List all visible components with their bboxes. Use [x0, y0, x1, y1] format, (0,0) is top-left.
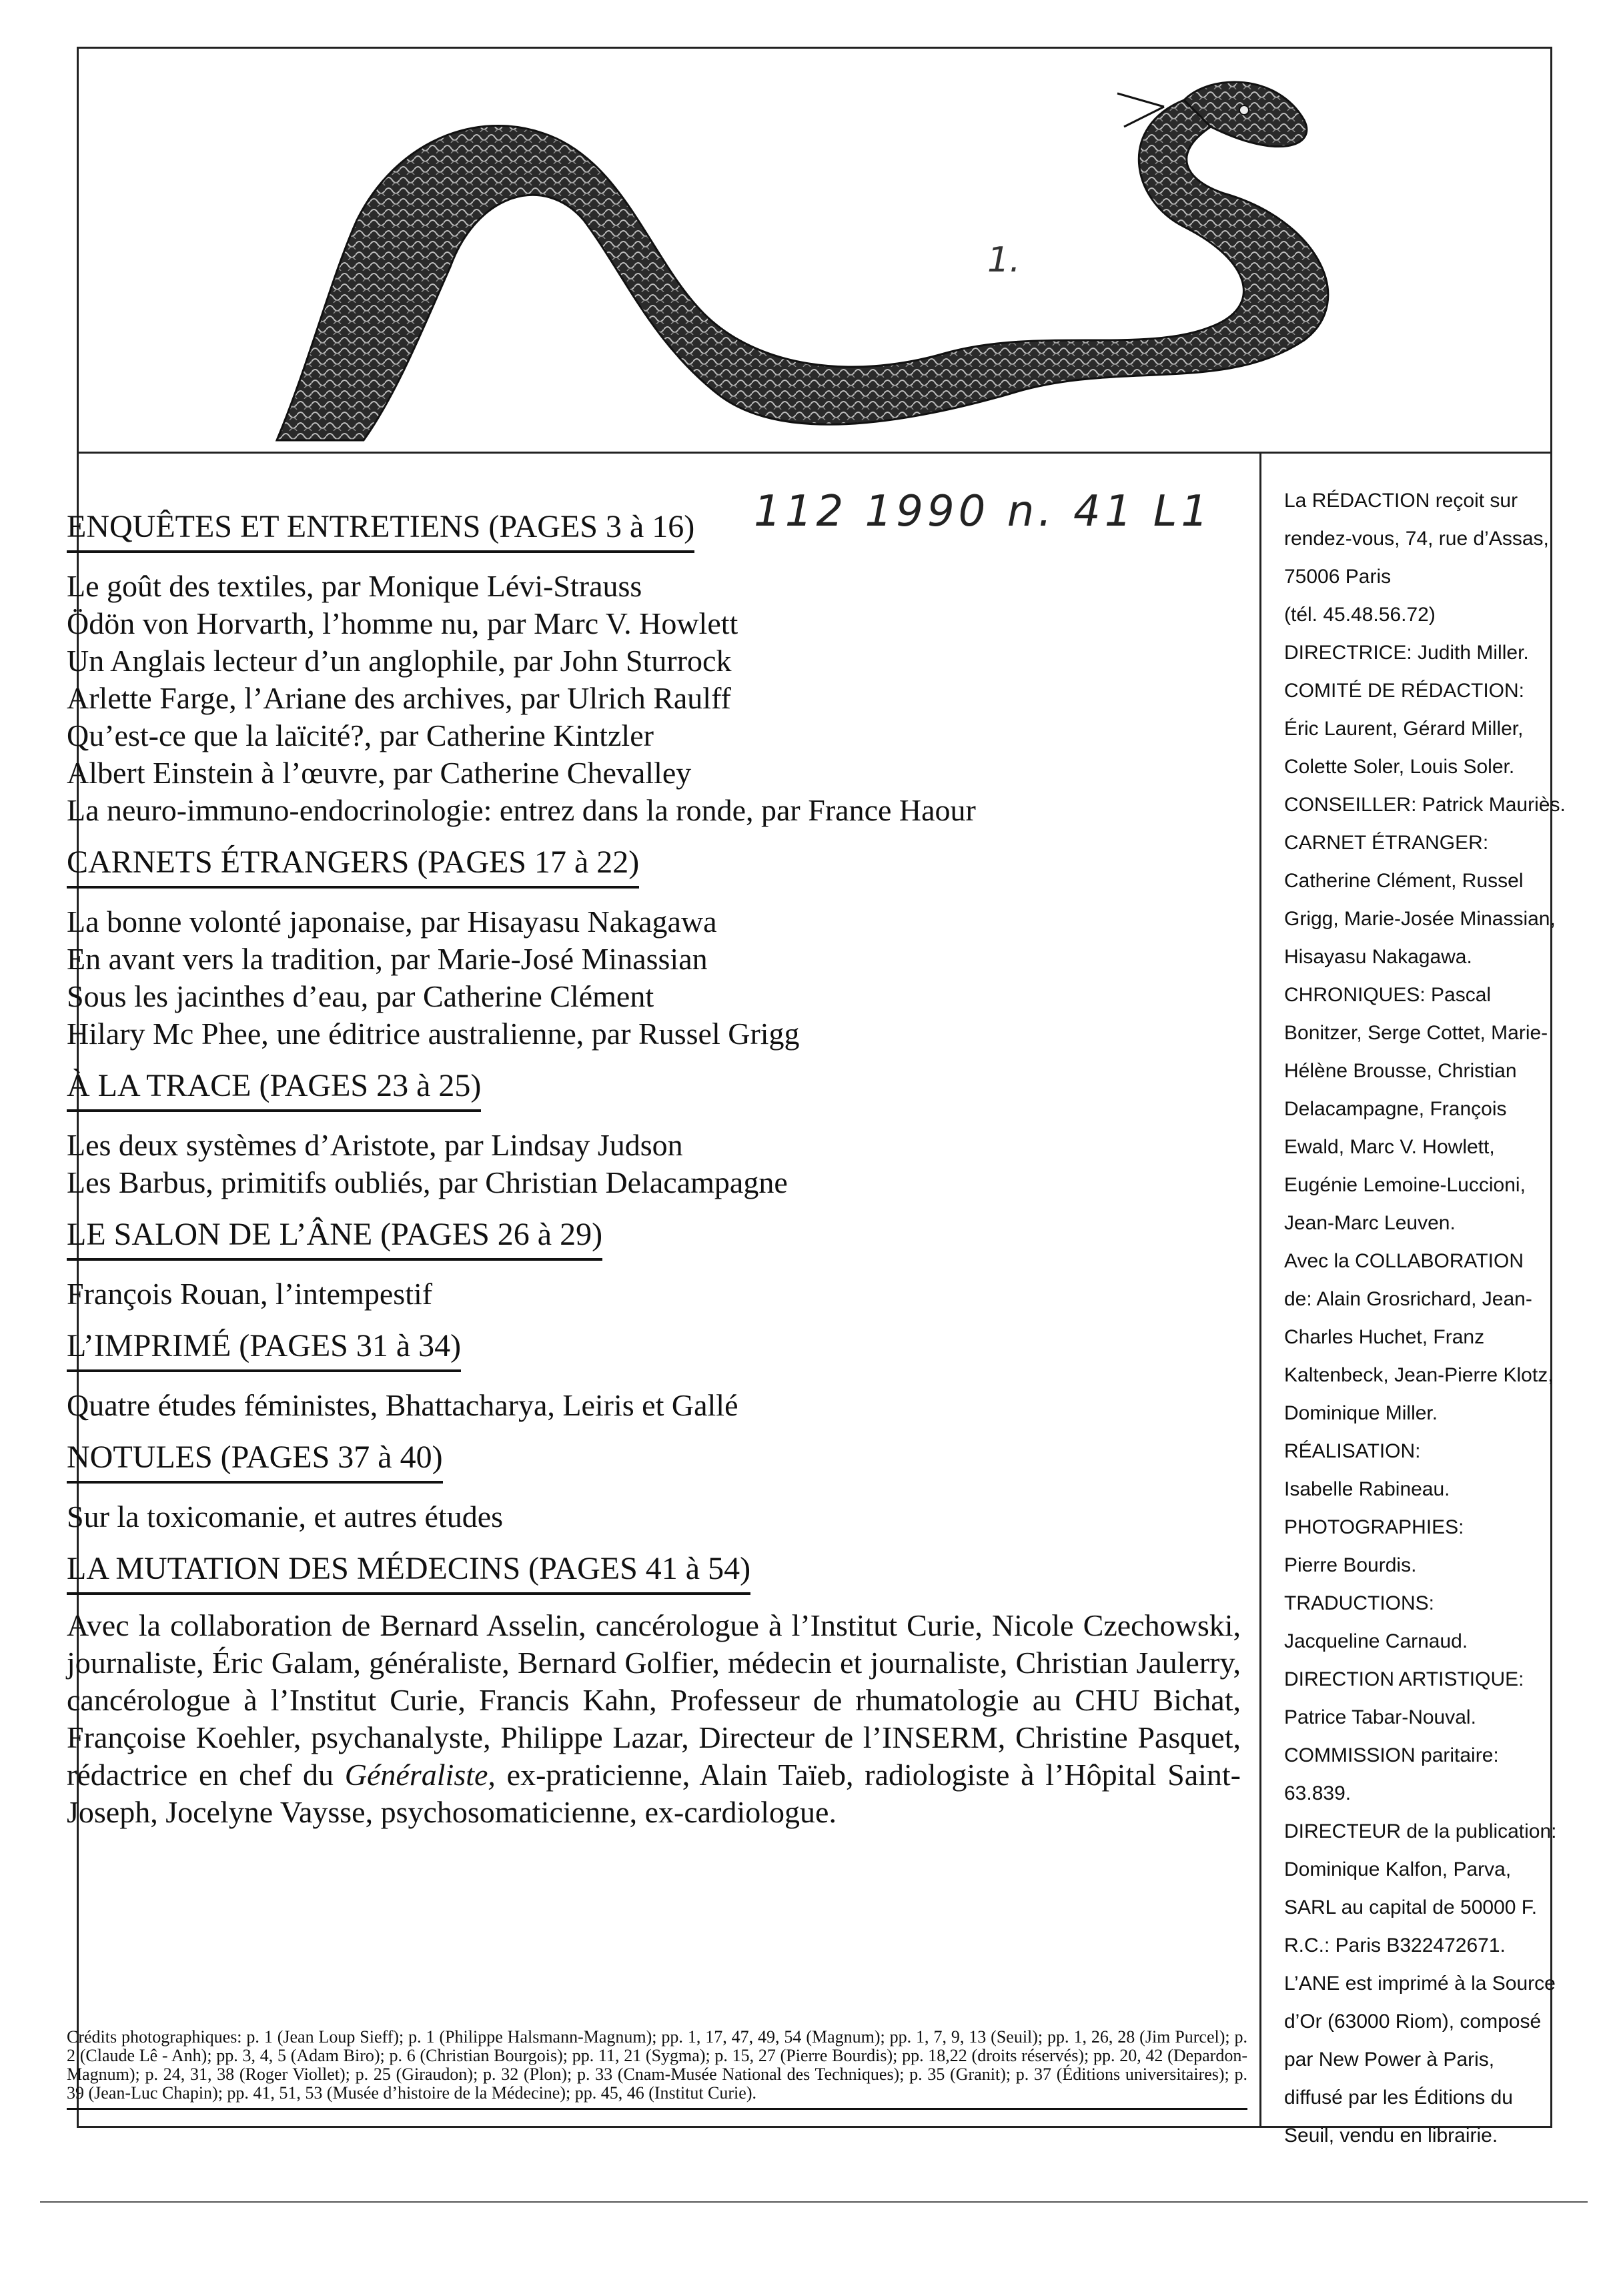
toc-entry: Sous les jacinthes d’eau, par Catherine Clément — [67, 979, 654, 1013]
section-title: CARNETS ÉTRANGERS (PAGES 17 à 22) — [67, 844, 639, 889]
masthead-line: Jean-Marc Leuven. — [1284, 1212, 1456, 1234]
toc-entry: Qu’est-ce que la laïcité?, par Catherine Kintzler — [67, 718, 654, 752]
toc-entry: Hilary Mc Phee, une éditrice australienne, par Russel Grigg — [67, 1017, 800, 1051]
masthead-line: Hélène Brousse, Christian — [1284, 1060, 1517, 1082]
masthead-line: CONSEILLER: Patrick Mauriès. — [1284, 794, 1566, 816]
masthead-line: Isabelle Rabineau. — [1284, 1478, 1450, 1500]
masthead-line: d’Or (63000 Riom), composé — [1284, 2011, 1542, 2033]
toc-entry: François Rouan, l’intempestif — [67, 1277, 433, 1311]
toc-entry: Ödön von Horvarth, l’homme nu, par Marc V. Howlett — [67, 606, 738, 640]
masthead-line: 75006 Paris — [1284, 566, 1392, 588]
masthead-line: TRADUCTIONS: — [1284, 1592, 1434, 1614]
masthead-line: diffusé par les Éditions du — [1284, 2087, 1513, 2109]
bottom-rule — [40, 2201, 1588, 2203]
masthead-line: Charles Huchet, Franz — [1284, 1326, 1485, 1348]
masthead-line: Pierre Bourdis. — [1284, 1554, 1417, 1576]
masthead-line: Dominique Miller. — [1284, 1402, 1438, 1424]
toc-entry: Le goût des textiles, par Monique Lévi-Strauss — [67, 569, 642, 603]
collaboration-paragraph: Avec la collaboration de Bernard Asselin, cancérologue à l’Institut Curie, Nicole Czechowski, journaliste, Éric Galam, généraliste, Bernard Golfier, médecin et journaliste, Christian Jaulerry, cancérologue à l’Institut Curie, Francis Kahn, Professeur de rhumatologie au CHU Bichat, Françoise Koehler, psychanalyste, Philippe Lazar, Directeur de l’INSERM, Christine Pasquet, rédactrice en chef du Généraliste, ex-praticienne, Alain Taïeb, radiologiste à l’Hôpital Saint-Joseph, Jocelyne Vaysse, psychosomaticienne, ex-cardiologue. — [67, 1608, 1241, 1829]
masthead-line: 63.839. — [1284, 1782, 1352, 1804]
masthead-line: DIRECTEUR de la publication: — [1284, 1820, 1557, 1842]
toc-entry: Sur la toxicomanie, et autres études — [67, 1500, 504, 1534]
masthead-line: Patrice Tabar-Nouval. — [1284, 1706, 1476, 1728]
toc-entry: Les Barbus, primitifs oubliés, par Christian Delacampagne — [67, 1165, 788, 1199]
toc-entry: Les deux systèmes d’Aristote, par Lindsay Judson — [67, 1128, 683, 1162]
masthead-line: Eugénie Lemoine-Luccioni, — [1284, 1174, 1526, 1196]
masthead-line: Éric Laurent, Gérard Miller, — [1284, 718, 1524, 740]
snake-drawing — [77, 47, 1552, 454]
section-title: À LA TRACE (PAGES 23 à 25) — [67, 1067, 481, 1112]
masthead-line: COMITÉ DE RÉDACTION: — [1284, 680, 1525, 702]
masthead-line: (tél. 45.48.56.72) — [1284, 604, 1436, 626]
masthead-line: CHRONIQUES: Pascal — [1284, 984, 1492, 1006]
masthead-line: Dominique Kalfon, Parva, — [1284, 1858, 1512, 1880]
section-title: LE SALON DE L’ÂNE (PAGES 26 à 29) — [67, 1216, 602, 1261]
masthead-line: Colette Soler, Louis Soler. — [1284, 756, 1515, 778]
masthead-line: PHOTOGRAPHIES: — [1284, 1516, 1464, 1538]
toc-section — [67, 1053, 1254, 1201]
masthead-line: de: Alain Grosrichard, Jean- — [1284, 1288, 1532, 1310]
masthead-line: COMMISSION paritaire: — [1284, 1744, 1499, 1766]
toc-entry: Albert Einstein à l’œuvre, par Catherine Chevalley — [67, 756, 692, 790]
masthead-line: par New Power à Paris, — [1284, 2049, 1495, 2071]
section-title: NOTULES (PAGES 37 à 40) — [67, 1439, 443, 1484]
handwritten-reference: 112 1990 n. 41 L1 — [754, 487, 1213, 536]
toc-section — [67, 1313, 1254, 1424]
snake-illustration — [77, 47, 1552, 454]
masthead-line: SARL au capital de 50000 F. — [1284, 1896, 1538, 1918]
masthead-line: Seuil, vendu en librairie. — [1284, 2125, 1498, 2147]
masthead-line: Grigg, Marie-Josée Minassian, — [1284, 908, 1556, 930]
masthead-line: L’ANE est imprimé à la Source — [1284, 1972, 1556, 1994]
masthead-line: Jacqueline Carnaud. — [1284, 1630, 1468, 1652]
section-title: L’IMPRIMÉ (PAGES 31 à 34) — [67, 1327, 461, 1372]
masthead-line: RÉALISATION: — [1284, 1440, 1421, 1462]
masthead-line: DIRECTRICE: Judith Miller. — [1284, 642, 1529, 664]
section-title: ENQUÊTES ET ENTRETIENS (PAGES 3 à 16) — [67, 508, 694, 553]
sidebar-divider — [1259, 454, 1261, 2128]
masthead-line: La RÉDACTION reçoit sur — [1284, 490, 1518, 512]
masthead-line: Kaltenbeck, Jean-Pierre Klotz, — [1284, 1364, 1554, 1386]
handwritten-page-number: 1. — [987, 240, 1021, 280]
masthead-line: DIRECTION ARTISTIQUE: — [1284, 1668, 1524, 1690]
masthead-line: Delacampagne, François — [1284, 1098, 1507, 1120]
masthead-line: Bonitzer, Serge Cottet, Marie- — [1284, 1022, 1548, 1044]
masthead-sidebar — [1284, 482, 1566, 2155]
masthead-line: Avec la COLLABORATION — [1284, 1250, 1524, 1272]
toc-section — [67, 1201, 1254, 1313]
section-title: LA MUTATION DES MÉDECINS (PAGES 41 à 54) — [67, 1550, 750, 1595]
masthead-line: Ewald, Marc V. Howlett, — [1284, 1136, 1495, 1158]
masthead-line: CARNET ÉTRANGER: — [1284, 832, 1489, 854]
toc-entry: Un Anglais lecteur d’un anglophile, par John Sturrock — [67, 644, 732, 678]
toc-entry: Arlette Farge, l’Ariane des archives, par Ulrich Raulff — [67, 681, 731, 715]
toc-entry: La bonne volonté japonaise, par Hisayasu Nakagawa — [67, 905, 717, 939]
toc-section — [67, 494, 1254, 829]
table-of-contents — [67, 494, 1254, 1831]
masthead-line: rendez-vous, 74, rue d’Assas, — [1284, 528, 1549, 550]
toc-section — [67, 829, 1254, 1053]
toc-entry: La neuro-immuno-endocrinologie: entrez dans la ronde, par France Haour — [67, 793, 976, 827]
masthead-line: R.C.: Paris B322472671. — [1284, 1934, 1506, 1956]
toc-entry: Quatre études féministes, Bhattacharya, Leiris et Gallé — [67, 1388, 738, 1422]
toc-entry: En avant vers la tradition, par Marie-José Minassian — [67, 942, 708, 976]
masthead-line: Hisayasu Nakagawa. — [1284, 946, 1472, 968]
toc-section — [67, 1536, 1254, 1831]
masthead-line: Catherine Clément, Russel — [1284, 870, 1524, 892]
photo-credits: Crédits photographiques: p. 1 (Jean Loup Sieff); p. 1 (Philippe Halsmann-Magnum); pp. 1, 17, 47, 49, 54 (Magnum); pp. 1, 7, 9, 13 (Seuil); pp. 1, 26, 28 (Jim Purcel); p. 2 (Claude Lê - Anh); pp. 3, 4, 5 (Adam Biro); p. 6 (Christian Bourgois); pp. 11, 21 (Sygma); p. 15, 27 (Pierre Bourdis); pp. 18,22 (droits réservés); pp. 20, 42 (Depardon-Magnum); p. 24, 31, 38 (Roger Viollet); p. 25 (Giraudon); p. 32 (Plon); p. 33 (Cnam-Musée National des Techniques); p. 35 (Granit); p. 37 (Éditions universitaires); p. 39 (Jean-Luc Chapin); pp. 41, 51, 53 (Musée d’histoire de la Médecine); pp. 45, 46 (Institut Curie). — [67, 2028, 1247, 2110]
toc-section — [67, 1424, 1254, 1536]
